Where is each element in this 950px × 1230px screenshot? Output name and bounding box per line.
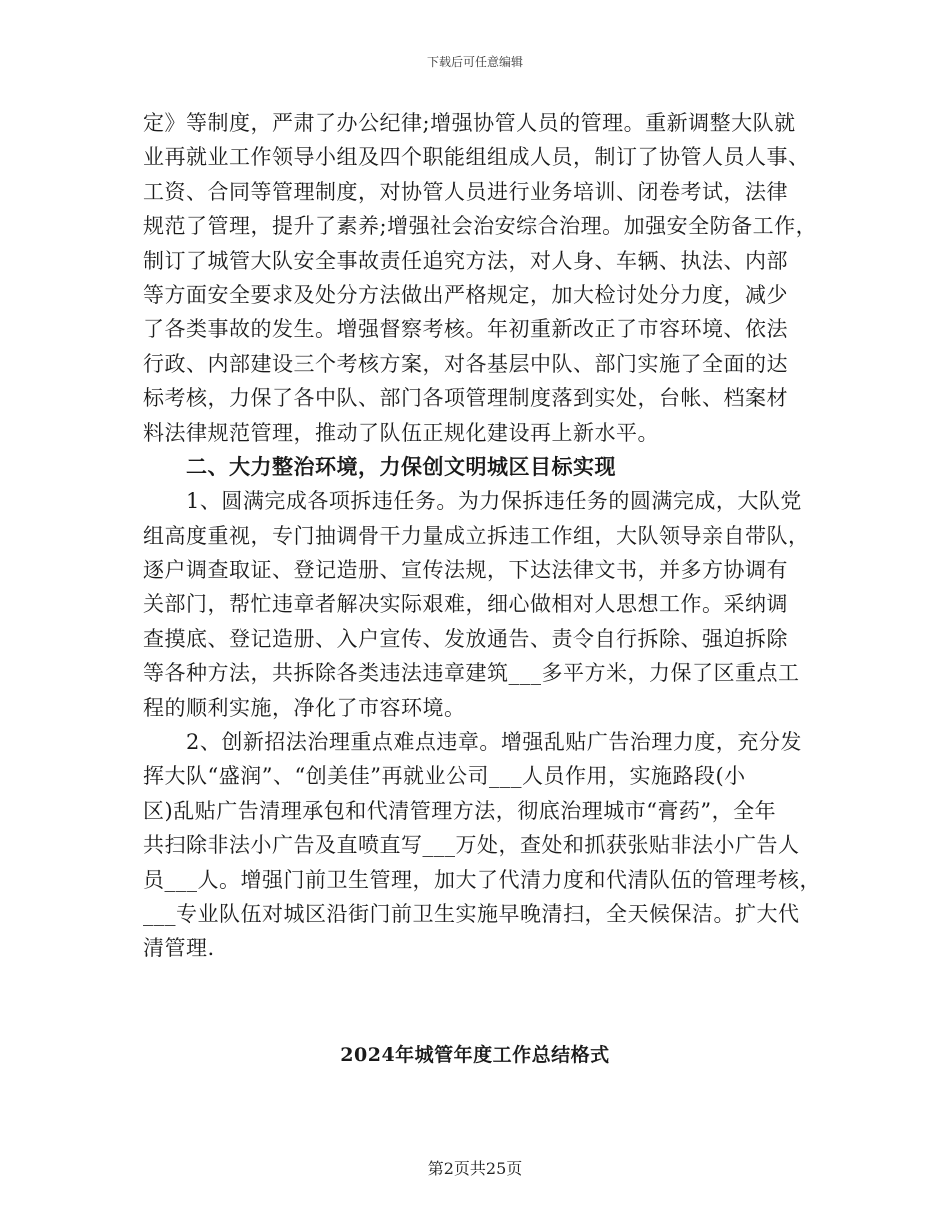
body-line: 区)乱贴广告清理承包和代清管理方法，彻底治理城市“膏药”，全年 bbox=[143, 798, 777, 823]
body-line: 业再就业工作领导小组及四个职能组组成人员，制订了协管人员人事、 bbox=[143, 145, 810, 170]
body-line: 清管理. bbox=[143, 936, 215, 961]
paragraph-first-line: 2、创新招法治理重点难点违章。增强乱贴广告治理力度，充分发 bbox=[186, 730, 802, 755]
body-line: 定》等制度，严肃了办公纪律;增强协管人员的管理。重新调整大队就 bbox=[143, 111, 796, 135]
body-line: 共扫除非法小广告及直喷直写___万处，查处和抓获张贴非法小广告人 bbox=[143, 833, 800, 858]
body-line: 逐户调查取证、登记造册、宣传法规，下达法律文书，并多方协调有 bbox=[143, 558, 788, 583]
page-number-footer: 第2页共25页 bbox=[427, 1159, 523, 1178]
body-line: 挥大队“盛润”、“创美佳”再就业公司___人员作用，实施路段(小 bbox=[143, 764, 746, 789]
body-line: ___专业队伍对城区沿街门前卫生实施早晚清扫，全天候保洁。扩大代 bbox=[143, 901, 800, 926]
body-line: 等方面安全要求及处分方法做出严格规定，加大检讨处分力度，减少 bbox=[143, 282, 788, 307]
body-line: 标考核，力保了各中队、部门各项管理制度落到实处，台帐、档案材 bbox=[143, 386, 788, 411]
body-line: 行政、内部建设三个考核方案，对各基层中队、部门实施了全面的达 bbox=[143, 351, 788, 376]
document-body bbox=[143, 106, 823, 966]
body-line: 组高度重视，专门抽调骨干力量成立拆违工作组，大队领导亲自带队， bbox=[143, 523, 810, 548]
body-line: 了各类事故的发生。增强督察考核。年初重新改正了市容环境、依法 bbox=[143, 317, 788, 342]
document-subtitle: 2024年城管年度工作总结格式 bbox=[340, 1044, 610, 1066]
section-heading: 二、大力整治环境，力保创文明城区目标实现 bbox=[186, 453, 616, 479]
body-line: 工资、合同等管理制度，对协管人员进行业务培训、闭卷考试，法律 bbox=[143, 179, 788, 204]
body-line: 规范了管理，提升了素养;增强社会治安综合治理。加强安全防备工作， bbox=[143, 214, 818, 239]
body-line: 料法律规范管理，推动了队伍正规化建设再上新水平。 bbox=[143, 420, 659, 445]
body-line: 等各种方法，共拆除各类违法违章建筑___多平方米，力保了区重点工 bbox=[143, 661, 800, 686]
body-line: 关部门，帮忙违章者解决实际艰难，细心做相对人思想工作。采纳调 bbox=[143, 592, 788, 617]
body-line: 制订了城管大队安全事故责任追究方法，对人身、车辆、执法、内部 bbox=[143, 248, 788, 273]
page-header-note: 下载后可任意编辑 bbox=[426, 55, 523, 69]
body-line: 查摸底、登记造册、入户宣传、发放通告、责令自行拆除、强迫拆除 bbox=[143, 626, 788, 651]
body-line: 程的顺利实施，净化了市容环境。 bbox=[143, 695, 466, 720]
paragraph-first-line: 1、圆满完成各项拆违任务。为力保拆违任务的圆满完成，大队党 bbox=[186, 489, 802, 514]
body-line: 员___人。增强门前卫生管理，加大了代清力度和代清队伍的管理考核， bbox=[143, 867, 821, 892]
